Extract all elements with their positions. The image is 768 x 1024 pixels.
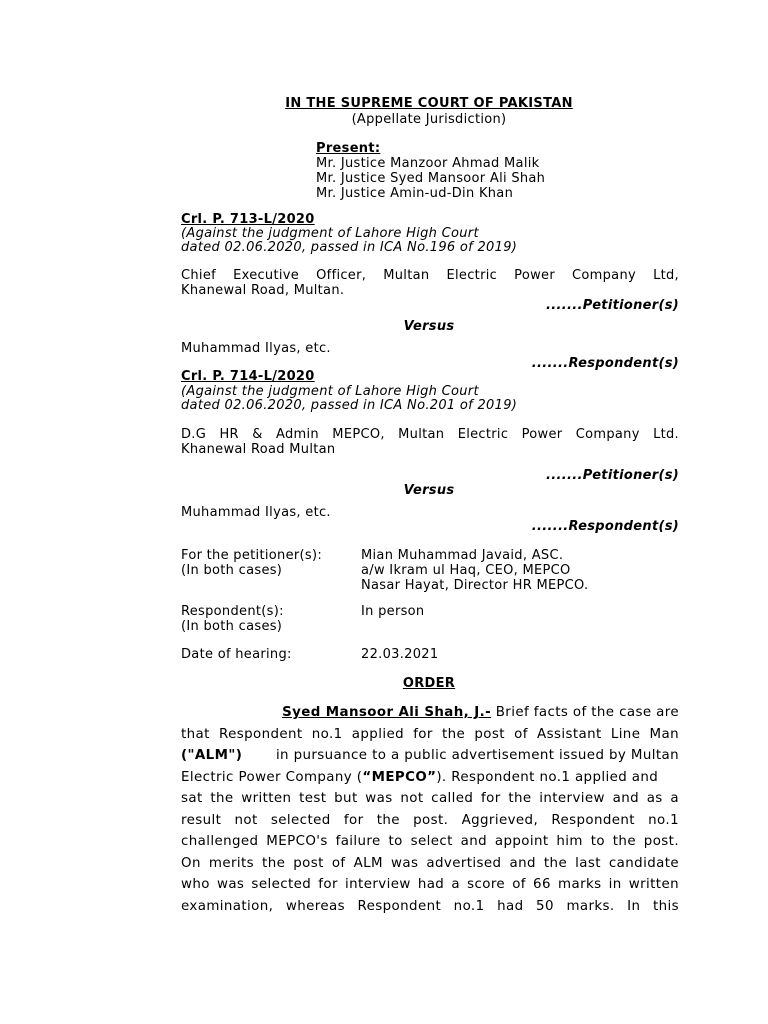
order-text: in pursuance to a public advertisement issued by Multan [275,748,679,763]
judge-1: Mr. Justice Manzoor Ahmad Malik [316,156,540,171]
order-line-9: who was selected for interview had a score of 66 marks in written [181,877,679,892]
bench-heading: Present: [316,141,381,156]
respondent-appearance-value: In person [361,604,425,619]
case-1-respondent-role: .......Respondent(s) [531,356,679,371]
order-text: ). Respondent no.1 applied and [436,770,659,785]
case-1-against-line-1: (Against the judgment of Lahore High Court [181,226,479,241]
case-1-petitioner-role: .......Petitioner(s) [546,298,679,313]
case-number-1: Crl. P. 713-L/2020 [181,212,315,227]
order-line-1 [181,702,679,724]
order-line-8: On merits the post of ALM was advertised and the last candidate [181,856,679,871]
petitioner-counsel-label: For the petitioner(s): [181,548,323,563]
judge-2: Mr. Justice Syed Mansoor Ali Shah [316,171,546,186]
hearing-date: 22.03.2021 [361,647,439,662]
petitioner-counsel-3: Nasar Hayat, Director HR MEPCO. [361,578,589,593]
case-2-against-line-1: (Against the judgment of Lahore High Court [181,384,479,399]
case-number-2: Crl. P. 714-L/2020 [181,369,315,384]
order-text: Brief facts of the case are [495,705,679,720]
case-2-petitioner-line-1: D.G HR & Admin MEPCO, Multan Electric Power Company Ltd. [181,427,679,442]
petitioner-counsel-2: a/w Ikram ul Haq, CEO, MEPCO [361,563,571,578]
case-2-versus: Versus [403,483,455,498]
order-line-6: result not selected for the post. Aggrieved, Respondent no.1 [181,813,679,828]
case-1-against-line-2: dated 02.06.2020, passed in ICA No.196 of 2019) [181,240,518,255]
court-title: IN THE SUPREME COURT OF PAKISTAN [285,96,573,111]
respondent-appearance-label-note: (In both cases) [181,619,283,634]
order-line-2: that Respondent no.1 applied for the post of Assistant Line Man [181,727,679,742]
order-term-alm: ("ALM") [181,748,243,763]
order-text: Electric Power Company ( [181,770,363,785]
case-2-respondent-role: .......Respondent(s) [531,519,679,534]
order-line-3 [181,745,679,767]
order-line-4 [181,767,679,789]
hearing-date-label: Date of hearing: [181,647,292,662]
jurisdiction: (Appellate Jurisdiction) [351,112,507,127]
case-2-petitioner-role: .......Petitioner(s) [546,468,679,483]
case-1-versus: Versus [403,319,455,334]
judge-3: Mr. Justice Amin-ud-Din Khan [316,186,514,201]
case-2-petitioner-line-2: Khanewal Road Multan [181,442,336,457]
petitioner-counsel-1: Mian Muhammad Javaid, ASC. [361,548,564,563]
respondent-appearance-label: Respondent(s): [181,604,284,619]
case-1-petitioner-line-1: Chief Executive Officer, Multan Electric Power Company Ltd, [181,268,679,283]
order-heading: ORDER [402,676,456,691]
case-1-respondent: Muhammad Ilyas, etc. [181,341,331,356]
order-line-10: examination, whereas Respondent no.1 had 50 marks. In this [181,899,679,914]
case-2-against-line-2: dated 02.06.2020, passed in ICA No.201 of 2019) [181,398,518,413]
order-line-5: sat the written test but was not called for the interview and as a [181,791,679,806]
order-text-group [181,767,658,789]
order-line-7: challenged MEPCO's failure to select and appoint him to the post. [181,834,679,849]
petitioner-counsel-label-note: (In both cases) [181,563,283,578]
order-term-mepco: “MEPCO” [362,770,437,785]
order-author: Syed Mansoor Ali Shah, J.- [282,705,492,720]
case-1-petitioner-line-2: Khanewal Road, Multan. [181,283,345,298]
case-2-respondent: Muhammad Ilyas, etc. [181,505,331,520]
